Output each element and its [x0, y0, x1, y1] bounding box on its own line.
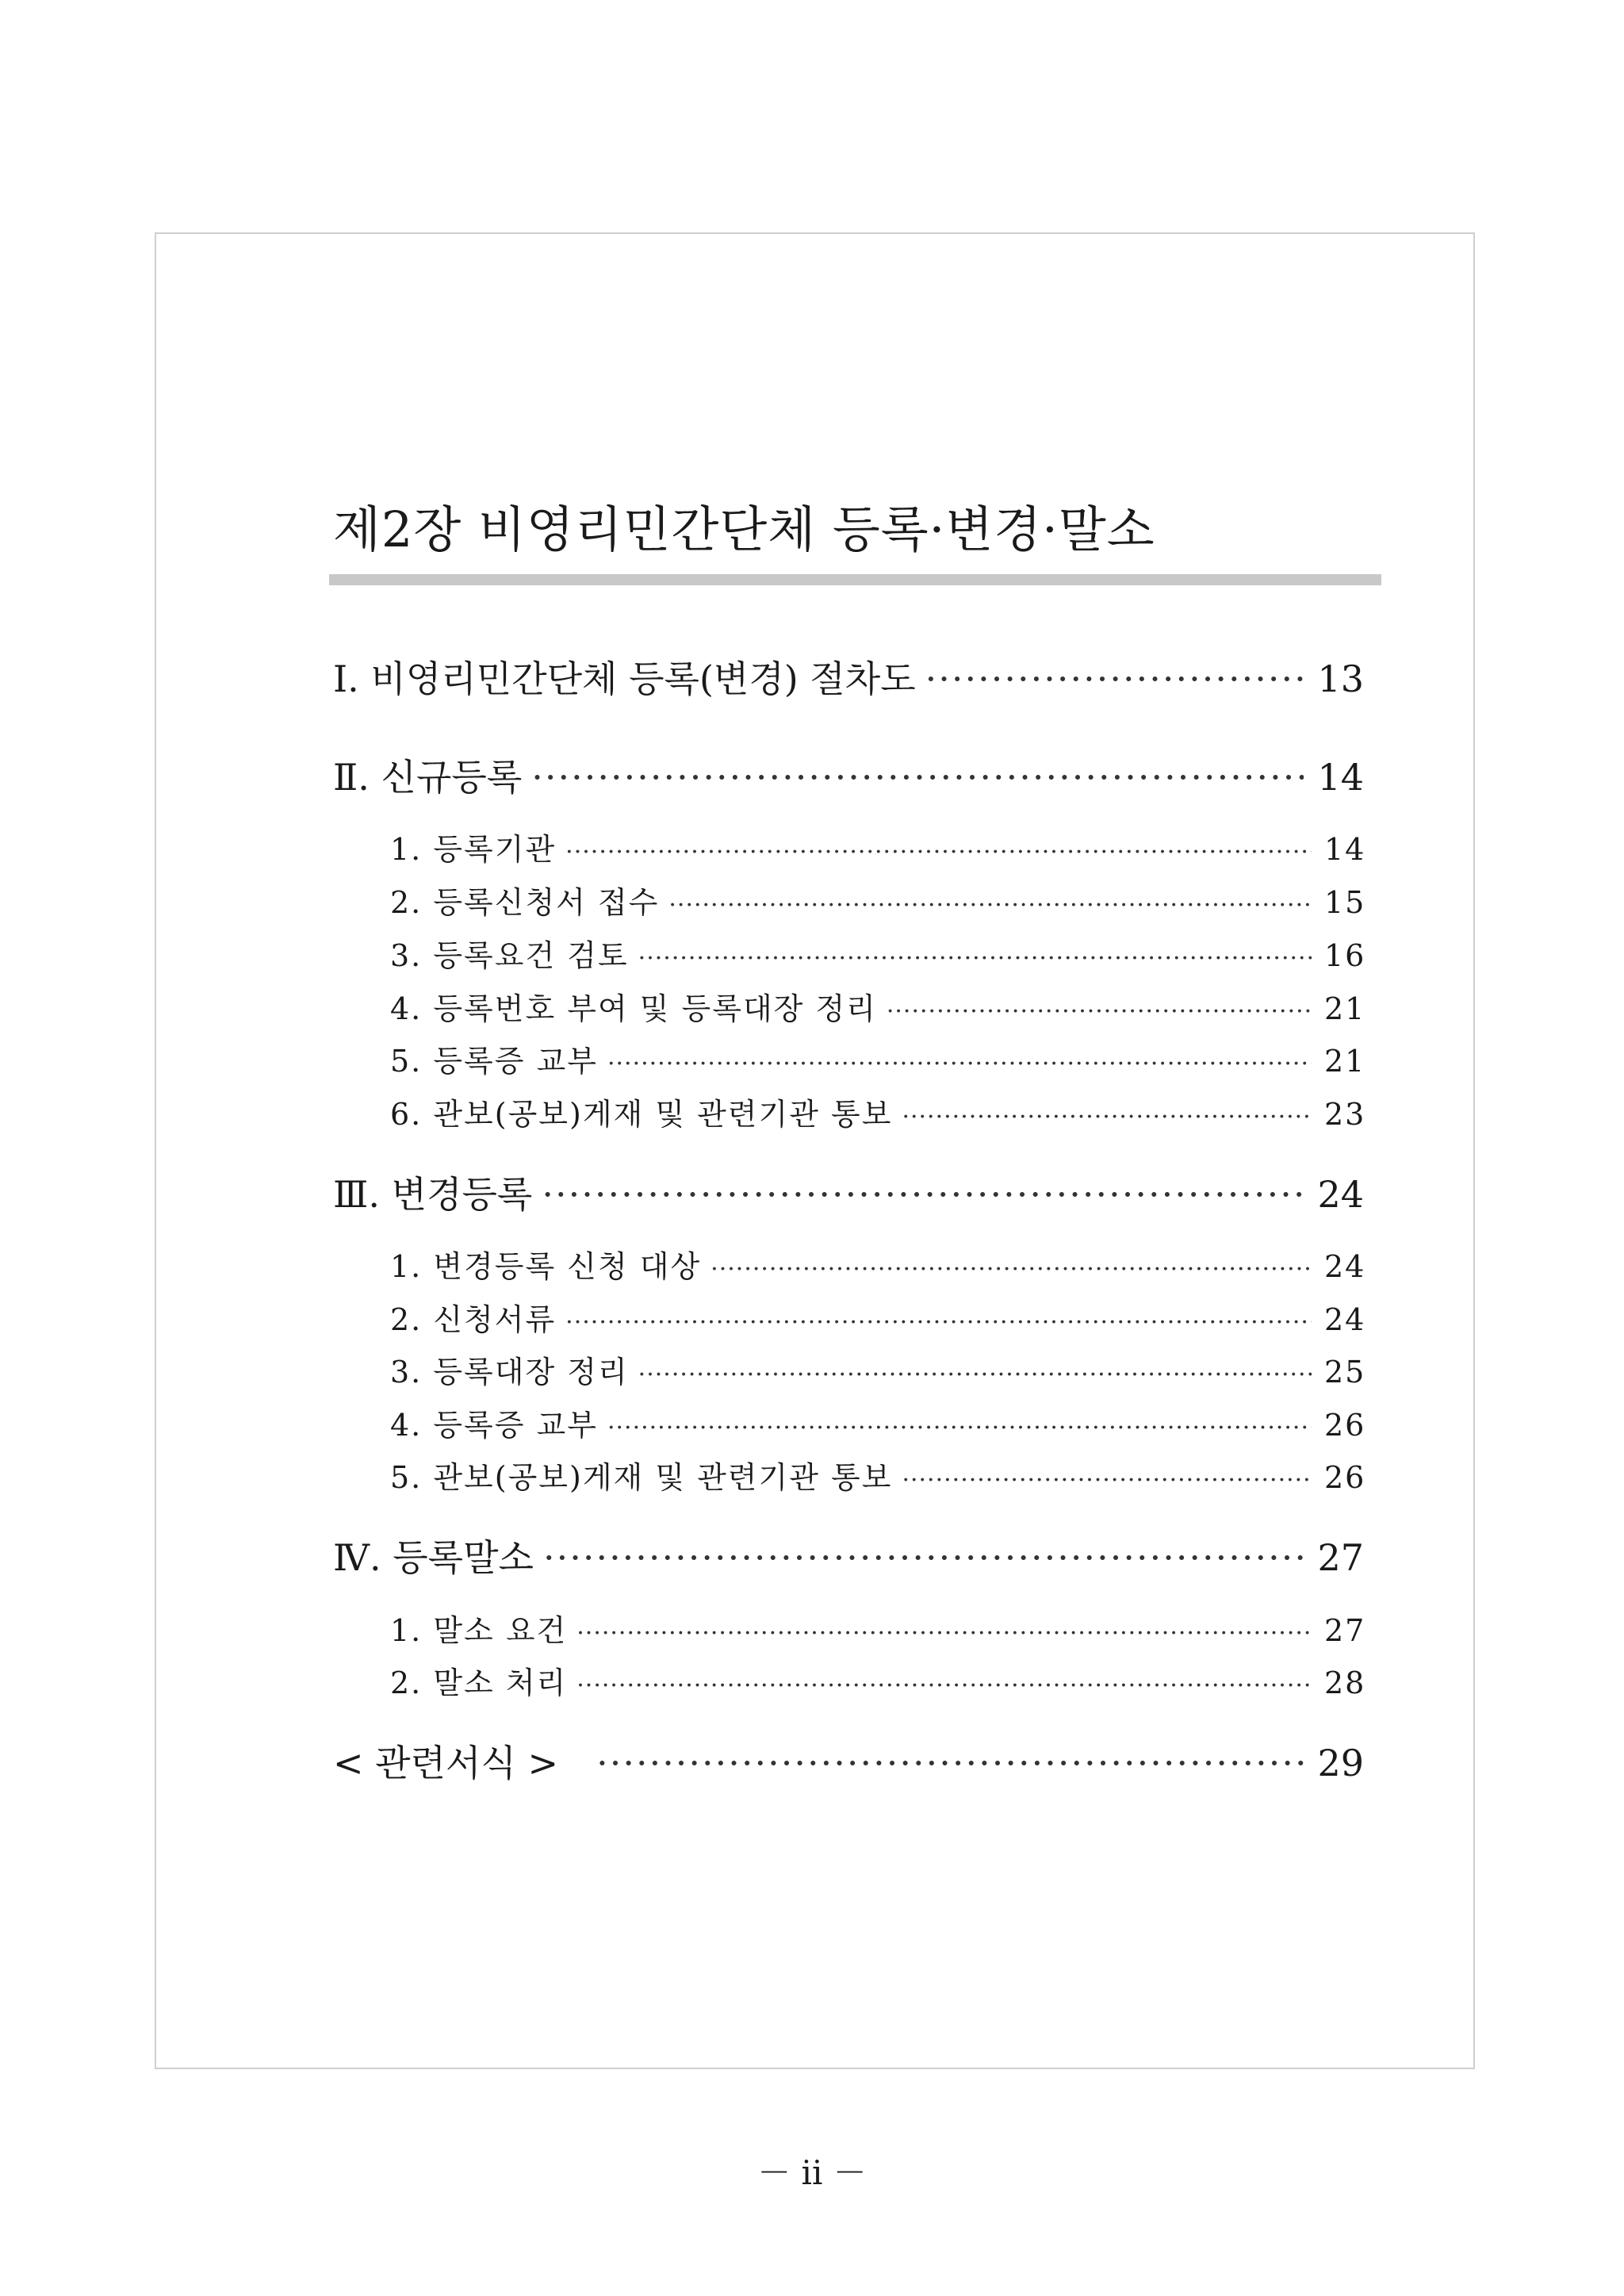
toc-section-2[interactable] [333, 753, 1364, 801]
dot-leader [576, 1614, 1312, 1654]
dot-leader [925, 655, 1304, 703]
dot-leader [542, 1171, 1304, 1218]
toc-item-label: 1. 등록기관 [390, 832, 557, 867]
dot-leader [607, 1409, 1312, 1448]
toc-section-label: Ⅳ. 등록말소 [333, 1536, 534, 1579]
toc-item-label: 3. 등록요건 검토 [390, 938, 629, 973]
toc-page-number: 14 [1317, 756, 1364, 799]
toc-page-number: 25 [1324, 1355, 1366, 1389]
dot-leader [565, 833, 1312, 872]
chapter-title: 제2장 비영리민간단체 등록·변경·말소 [333, 500, 1155, 558]
toc-item[interactable] [390, 989, 1364, 1029]
dot-leader [710, 1250, 1312, 1290]
dot-leader [531, 753, 1304, 801]
toc-item[interactable] [390, 1405, 1364, 1445]
toc-page-number: 21 [1324, 1044, 1366, 1079]
toc-section-label: Ⅲ. 변경등록 [333, 1173, 533, 1216]
toc-page-number: 24 [1317, 1173, 1364, 1216]
toc-page-number: 26 [1324, 1460, 1366, 1495]
toc-related-forms[interactable] [333, 1739, 1364, 1787]
toc-item-label: 2. 말소 처리 [390, 1665, 568, 1700]
toc-item-label: 5. 등록증 교부 [390, 1044, 598, 1079]
dot-leader [543, 1534, 1304, 1581]
toc-section-1[interactable] [333, 655, 1364, 703]
toc-page-number: 26 [1324, 1408, 1366, 1443]
toc-page-number: 27 [1324, 1613, 1366, 1648]
toc-section-label: Ⅰ. 비영리민간단체 등록(변경) 절차도 [333, 657, 916, 700]
toc-item-label: 6. 관보(공보)게재 및 관련기관 통보 [390, 1097, 893, 1132]
toc-item[interactable] [390, 936, 1364, 976]
dot-leader [607, 1045, 1312, 1084]
toc-item-label: 4. 등록번호 부여 및 등록대장 정리 [390, 991, 877, 1026]
dot-leader [887, 992, 1312, 1032]
title-underline-rule [329, 574, 1381, 585]
dot-leader [576, 1666, 1312, 1706]
toc-page-number: 13 [1317, 657, 1364, 700]
toc-section-3[interactable] [333, 1171, 1364, 1218]
dot-leader [638, 939, 1312, 979]
toc-item[interactable] [390, 1458, 1364, 1497]
toc-page-number: 28 [1324, 1665, 1366, 1700]
toc-page-number: 24 [1324, 1302, 1366, 1337]
toc-item[interactable] [390, 1094, 1364, 1134]
toc-page-number: 15 [1324, 885, 1366, 920]
toc-item[interactable] [390, 830, 1364, 869]
dot-leader [638, 1355, 1312, 1395]
footer-page-number: － ii － [757, 2153, 867, 2192]
toc-section-label: Ⅱ. 신규등록 [333, 756, 523, 799]
dot-leader [668, 886, 1312, 926]
toc-item-label: 1. 말소 요건 [390, 1613, 568, 1648]
dot-leader [596, 1739, 1304, 1787]
toc-page-number: 27 [1317, 1536, 1364, 1579]
dot-leader [902, 1098, 1312, 1137]
toc-page-number: 14 [1324, 832, 1366, 867]
dot-leader [902, 1461, 1312, 1501]
toc-page-number: 21 [1324, 991, 1366, 1026]
toc-item[interactable] [390, 883, 1364, 922]
toc-section-4[interactable] [333, 1534, 1364, 1581]
toc-item[interactable] [390, 1663, 1364, 1703]
toc-item-label: 1. 변경등록 신청 대상 [390, 1249, 702, 1284]
toc-item[interactable] [390, 1352, 1364, 1392]
toc-section-label: < 관련서식 > [333, 1742, 559, 1784]
toc-item[interactable] [390, 1247, 1364, 1286]
toc-item-label: 4. 등록증 교부 [390, 1408, 598, 1443]
toc-page-number: 23 [1324, 1097, 1366, 1132]
toc-item-label: 3. 등록대장 정리 [390, 1355, 629, 1389]
toc-item-label: 2. 신청서류 [390, 1302, 557, 1337]
toc-page-number: 16 [1324, 938, 1366, 973]
toc-item[interactable] [390, 1300, 1364, 1340]
dot-leader [565, 1303, 1312, 1343]
toc-item-label: 2. 등록신청서 접수 [390, 885, 660, 920]
toc-page-number: 24 [1324, 1249, 1366, 1284]
toc-page-number: 29 [1317, 1742, 1364, 1784]
toc-item[interactable] [390, 1041, 1364, 1081]
toc-item-label: 5. 관보(공보)게재 및 관련기관 통보 [390, 1460, 893, 1495]
toc-item[interactable] [390, 1611, 1364, 1650]
